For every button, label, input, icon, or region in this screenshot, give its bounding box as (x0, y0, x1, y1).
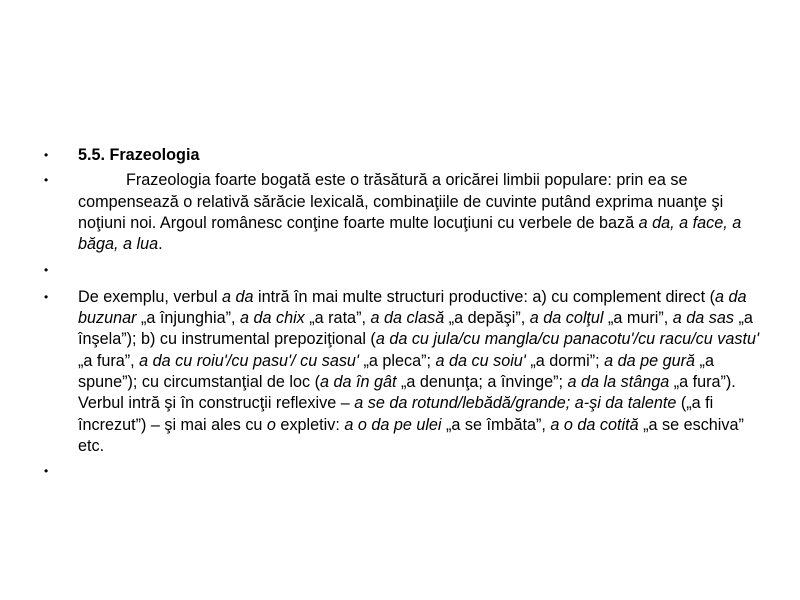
section-heading: 5.5. Frazeologia (78, 146, 200, 164)
text-run: „a spune”); cu circumstanţial de loc ( (78, 351, 714, 391)
italic-term: a da cu soiu' (435, 351, 526, 370)
text-run: („a fi încrezut”) – şi mai ales cu (78, 394, 714, 434)
text-run: „a înşela”); b) cu instrumental prepoziţional ( (78, 309, 753, 349)
italic-term: a se da rotund/lebădă/grande; a-şi da talente (354, 394, 677, 413)
text-run: „a muri”, (603, 309, 673, 328)
bullet-item-intro-paragraph (44, 170, 764, 255)
text-run: „a înjunghia”, (136, 309, 240, 328)
text-run: „a pleca”; (359, 351, 436, 370)
text-run: „a se îmbăta”, (441, 415, 551, 434)
text-run: „a fura”). Verbul intră şi în construcţii reflexive – (78, 372, 736, 413)
text-run: . (158, 235, 163, 254)
bullet-dot-icon: • (44, 173, 49, 188)
text-run: „a denunţa; a învinge”; (396, 372, 568, 391)
bullet-item-empty (44, 461, 764, 482)
bullet-item-heading (44, 145, 764, 166)
italic-term: a o da cotită (550, 415, 639, 434)
italic-term: a da buzunar (78, 287, 747, 328)
bullet-item-example-paragraph (44, 287, 764, 457)
italic-term: a da pe gură (604, 351, 696, 370)
italic-term: a da colţul (529, 309, 604, 328)
italic-term: a da, a face, a băga, a lua (78, 213, 742, 254)
bullet-item-empty (44, 260, 764, 281)
italic-term: a da sas (672, 309, 734, 328)
italic-term: a da cu jula/cu mangla/cu panacotu'/cu racu/cu vastu' (375, 330, 760, 349)
italic-term: o (266, 415, 276, 434)
italic-term: a da cu roiu'/cu pasu'/ cu sasu' (139, 351, 360, 370)
text-run: De exemplu, verbul (78, 287, 222, 306)
bullet-dot-icon: • (44, 148, 49, 162)
text-run: „a dormi”; (525, 351, 605, 370)
italic-term: a da chix (239, 309, 305, 328)
bullet-dot-icon: • (44, 464, 49, 479)
text-run: „a fura”, (78, 351, 140, 370)
text-run: expletiv: (275, 415, 345, 434)
italic-term: a da la stânga (567, 372, 670, 391)
text-run: „a depăşi”, (444, 309, 530, 328)
text-run: „a rata”, (304, 309, 371, 328)
italic-term: a da (221, 287, 254, 306)
text-run: intră în mai multe structuri productive: a) cu complement direct ( (253, 287, 715, 306)
text-run: „a se eschiva” etc. (78, 415, 744, 455)
example-paragraph (78, 288, 759, 455)
italic-term: a da în gât (320, 372, 397, 391)
italic-term: a da clasă (370, 309, 445, 328)
bullet-dot-icon: • (44, 289, 49, 304)
text-run: Frazeologia foarte bogată este o trăsătură a oricărei limbii populare: prin ea se compensează o relativă sărăcie lexicală, combinaţiile de cuvinte putând exprima nuanţe şi noţiuni noi. Argoul românesc conţine foarte multe locuţiuni cu verbele de bază (78, 171, 724, 232)
intro-paragraph (78, 171, 741, 253)
bullet-dot-icon: • (44, 263, 49, 278)
italic-term: a o da pe ulei (344, 415, 442, 434)
bullet-list (44, 145, 764, 482)
